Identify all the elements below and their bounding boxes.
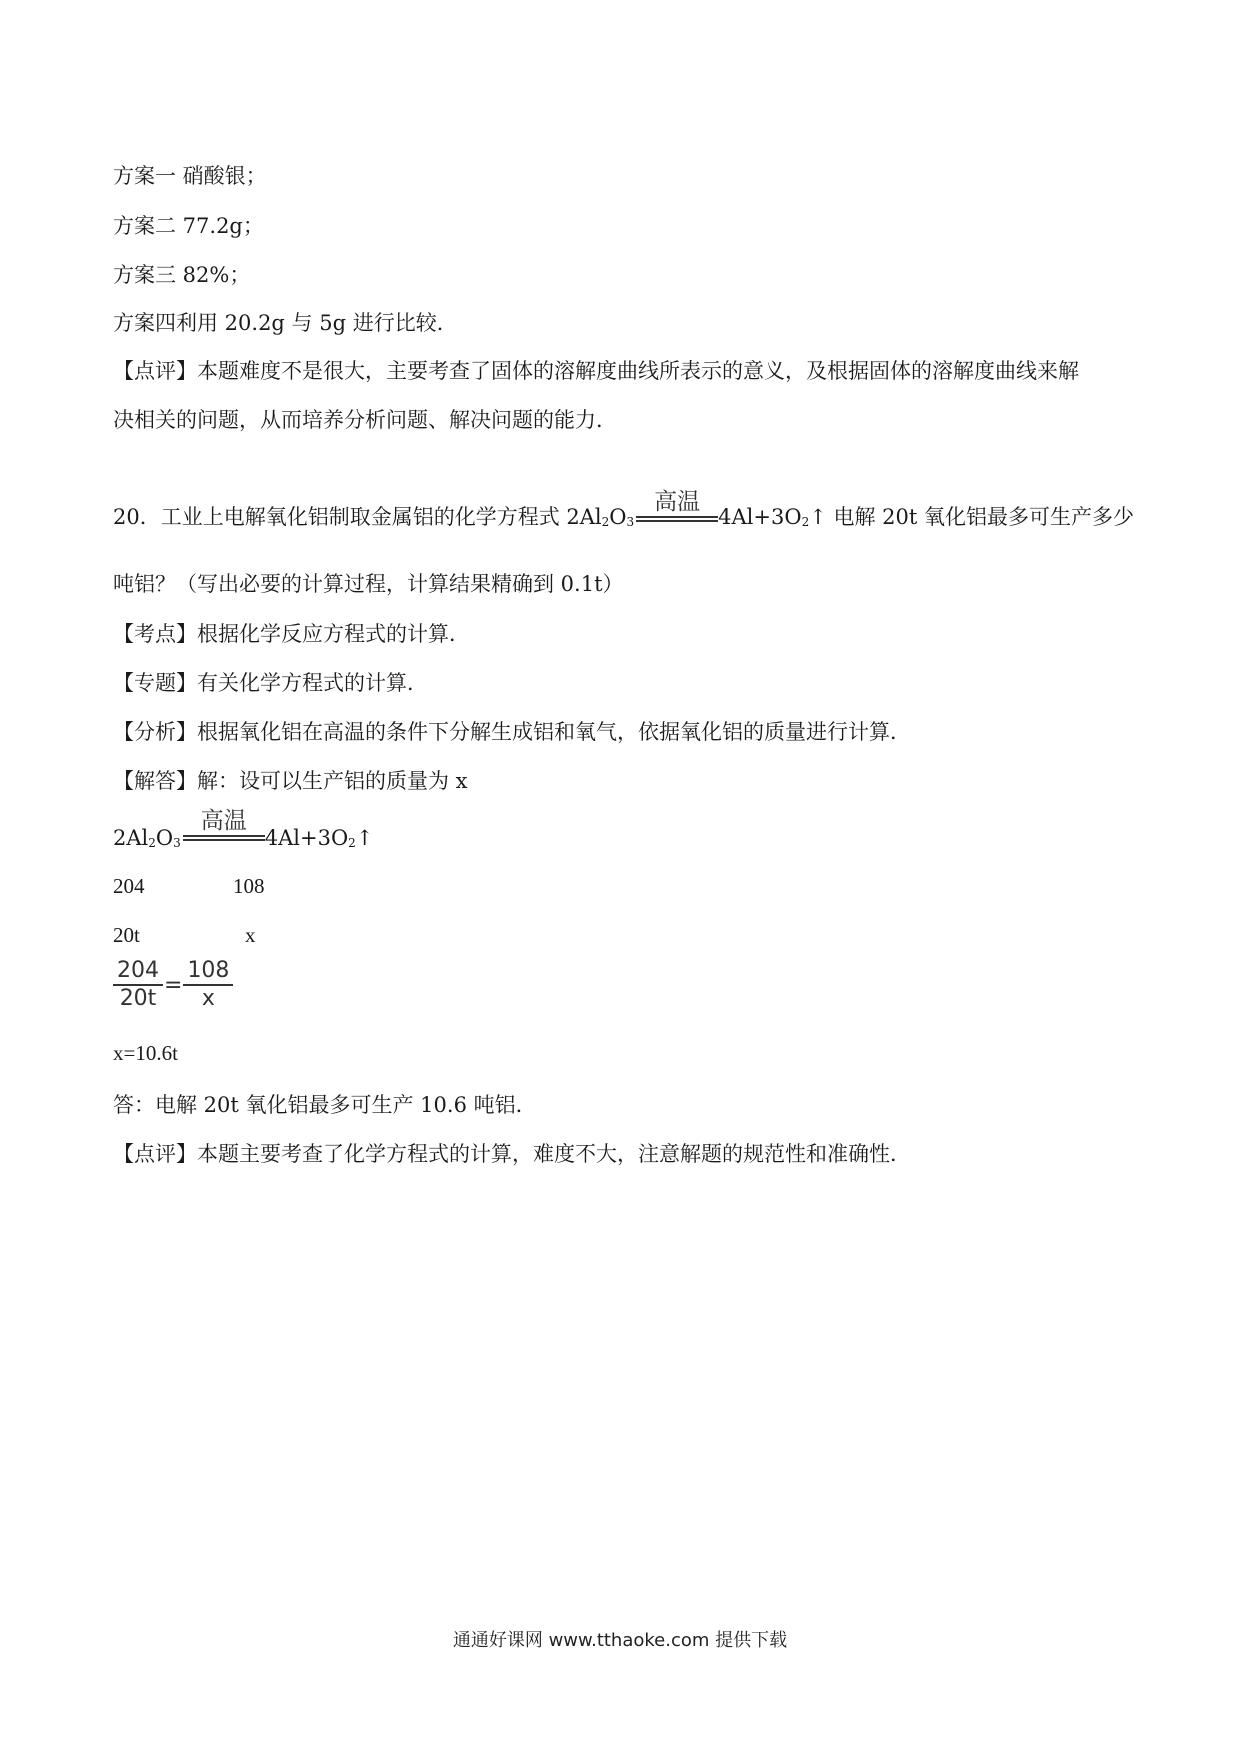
- jieda: 【解答】解：设可以生产铝的质量为 x: [113, 769, 468, 793]
- eq-left: 2Al: [113, 826, 149, 850]
- kaodian: 【考点】根据化学反应方程式的计算．: [113, 622, 470, 646]
- equals-sign: =: [164, 972, 183, 998]
- scheme-2: 方案二 77.2g；: [113, 214, 264, 238]
- stem-product-sub: 2: [801, 515, 810, 529]
- review-line-2: 决相关的问题，从而培养分析问题、解决问题的能力．: [113, 408, 617, 432]
- mass-right: 108: [233, 874, 265, 898]
- fenxi: 【分析】根据氧化铝在高温的条件下分解生成铝和氧气，依据氧化铝的质量进行计算．: [113, 720, 911, 744]
- question-20-stem-line-2: 吨铝？（写出必要的计算过程，计算结果精确到 0.1t）: [113, 572, 624, 596]
- given-left: 20t: [113, 923, 140, 947]
- eq-condition: [183, 808, 265, 850]
- zhuanti: 【专题】有关化学方程式的计算．: [113, 671, 428, 695]
- footer: 通通好课网 www.tthaoke.com 提供下载: [452, 1630, 788, 1651]
- eq-condition-label: 高温: [200, 808, 247, 834]
- eq-mid: O: [155, 826, 174, 850]
- given-right: x: [245, 923, 256, 947]
- review: 【点评】本题主要考查了化学方程式的计算，难度不大，注意解题的规范性和准确性．: [113, 1142, 911, 1166]
- fraction-1-numerator: 204: [117, 958, 159, 983]
- stem-sub-1: 2: [601, 515, 610, 529]
- fraction-1-denominator: 20t: [119, 986, 157, 1011]
- review-line-1: 【点评】本题难度不是很大，主要考查了固体的溶解度曲线所表示的意义，及根据固体的溶解度曲线来解: [113, 359, 1079, 383]
- question-20-stem: [113, 489, 1134, 531]
- proportion: [113, 958, 233, 1012]
- stem-product: 4Al+3O: [718, 505, 802, 529]
- result: x=10.6t: [113, 1041, 178, 1065]
- mass-left: 204: [113, 874, 145, 898]
- reaction-condition: [636, 489, 718, 531]
- fraction-2: [183, 958, 233, 1012]
- stem-mid: O: [609, 505, 627, 529]
- scheme-3: 方案三 82%；: [113, 263, 251, 287]
- stem-sub-2: 3: [626, 515, 635, 529]
- fraction-2-numerator: 108: [187, 958, 230, 983]
- eq-arrow: ↑: [355, 826, 374, 850]
- eq-sub-1: 2: [148, 836, 156, 850]
- chemical-equation: [113, 808, 374, 850]
- scheme-1: 方案一 硝酸银；: [113, 164, 267, 188]
- eq-right-sub: 2: [348, 836, 356, 850]
- answer: 答：电解 20t 氧化铝最多可生产 10.6 吨铝．: [113, 1093, 537, 1117]
- fraction-1: [113, 958, 163, 1012]
- gas-arrow: ↑: [809, 505, 827, 529]
- stem-after: 电解 20t 氧化铝最多可生产多少: [826, 505, 1134, 529]
- eq-right: 4Al+3O: [264, 826, 349, 850]
- condition-label: 高温: [654, 489, 701, 515]
- eq-sub-2: 3: [173, 836, 181, 850]
- stem-before: 20．工业上电解氧化铝制取金属铝的化学方程式 2Al: [113, 505, 602, 529]
- fraction-2-denominator: x: [201, 986, 215, 1011]
- scheme-4: 方案四利用 20.2g 与 5g 进行比较．: [113, 311, 458, 335]
